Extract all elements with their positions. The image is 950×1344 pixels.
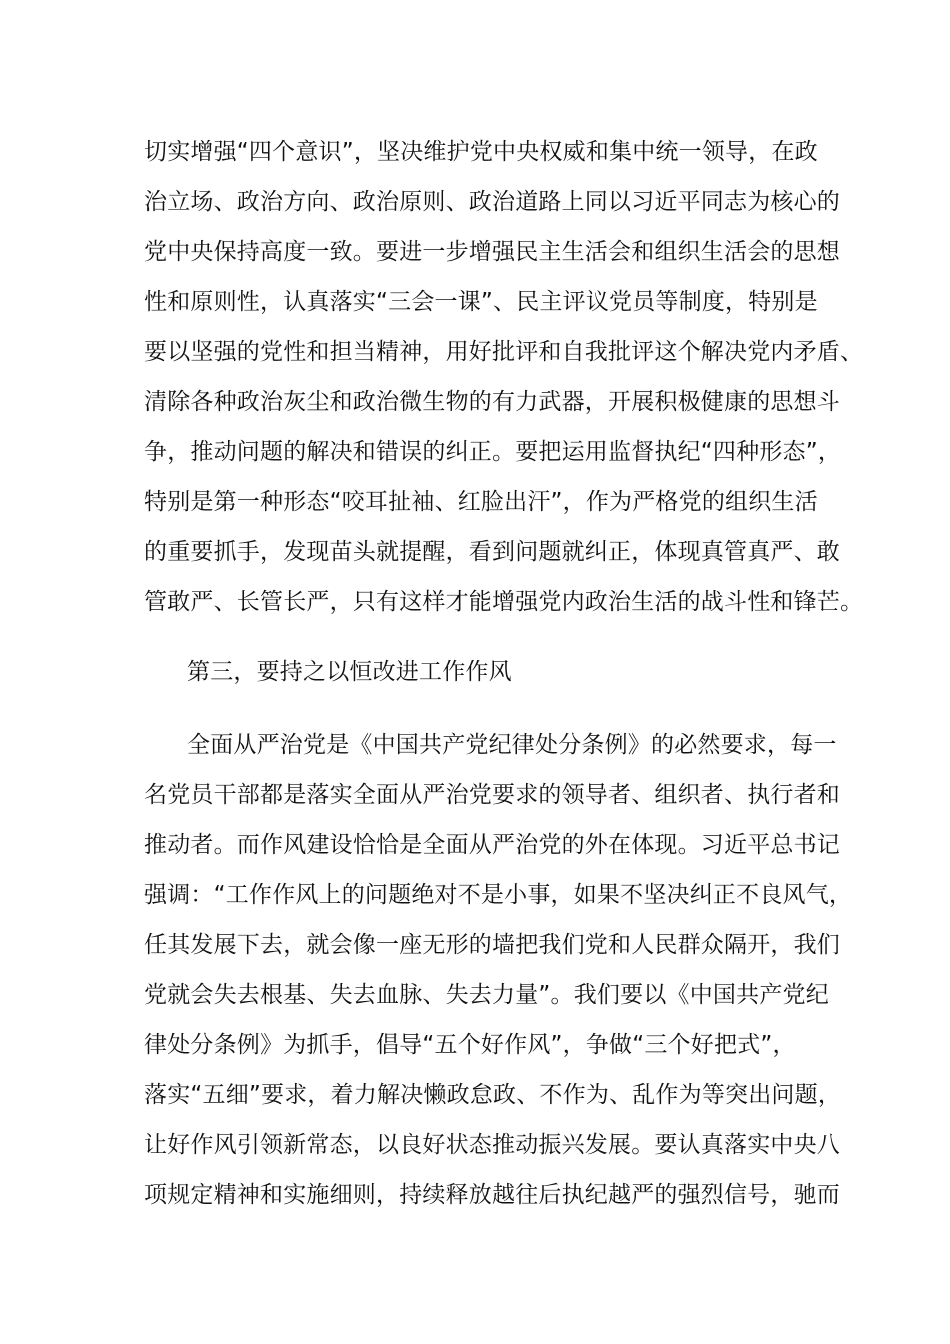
body-text-line: 管敢严、长管长严，只有这样才能增强党内政治生活的战斗性和锋芒。 <box>144 589 864 615</box>
body-text-line: 律处分条例》为抓手，倡导“五个好作风”，争做“三个好把式”， <box>144 1032 796 1058</box>
body-text-line: 全面从严治党是《中国共产党纪律处分条例》的必然要求，每一 <box>187 732 837 758</box>
body-text-line: 强调：“工作作风上的问题绝对不是小事，如果不坚决纠正不良风气， <box>144 882 853 908</box>
body-text-line: 清除各种政治灰尘和政治微生物的有力武器，开展积极健康的思想斗 <box>144 389 840 415</box>
body-text-line: 项规定精神和实施细则，持续释放越往后执纪越严的强烈信号，驰而 <box>144 1182 840 1208</box>
body-text-line: 的重要抓手，发现苗头就提醒，看到问题就纠正，体现真管真严、敢 <box>144 539 840 565</box>
body-text-line: 推动者。而作风建设恰恰是全面从严治党的外在体现。习近平总书记 <box>144 832 840 858</box>
body-text-line: 性和原则性，认真落实“三会一课”、民主评议党员等制度，特别是 <box>144 289 818 315</box>
section-heading: 第三，要持之以恒改进工作作风 <box>187 659 512 685</box>
body-text-line: 要以坚强的党性和担当精神，用好批评和自我批评这个解决党内矛盾、 <box>144 339 864 365</box>
body-text-line: 治立场、政治方向、政治原则、政治道路上同以习近平同志为核心的 <box>144 189 840 215</box>
body-text-line: 争，推动问题的解决和错误的纠正。要把运用监督执纪“四种形态”， <box>144 439 842 465</box>
body-text-line: 党中央保持高度一致。要进一步增强民主生活会和组织生活会的思想 <box>144 239 840 265</box>
body-text-line: 落实“五细”要求，着力解决懒政怠政、不作为、乱作为等突出问题， <box>144 1082 842 1108</box>
body-text-line: 名党员干部都是落实全面从严治党要求的领导者、组织者、执行者和 <box>144 782 840 808</box>
body-text-line: 让好作风引领新常态，以良好状态推动振兴发展。要认真落实中央八 <box>144 1132 840 1158</box>
body-text-line: 党就会失去根基、失去血脉、失去力量”。我们要以《中国共产党纪 <box>144 982 829 1008</box>
body-text-line: 切实增强“四个意识”，坚决维护党中央权威和集中统一领导，在政 <box>144 139 818 165</box>
body-text-line: 任其发展下去，就会像一座无形的墙把我们党和人民群众隔开，我们 <box>144 932 840 958</box>
body-text-line: 特别是第一种形态“咬耳扯袖、红脸出汗”，作为严格党的组织生活 <box>144 489 818 515</box>
